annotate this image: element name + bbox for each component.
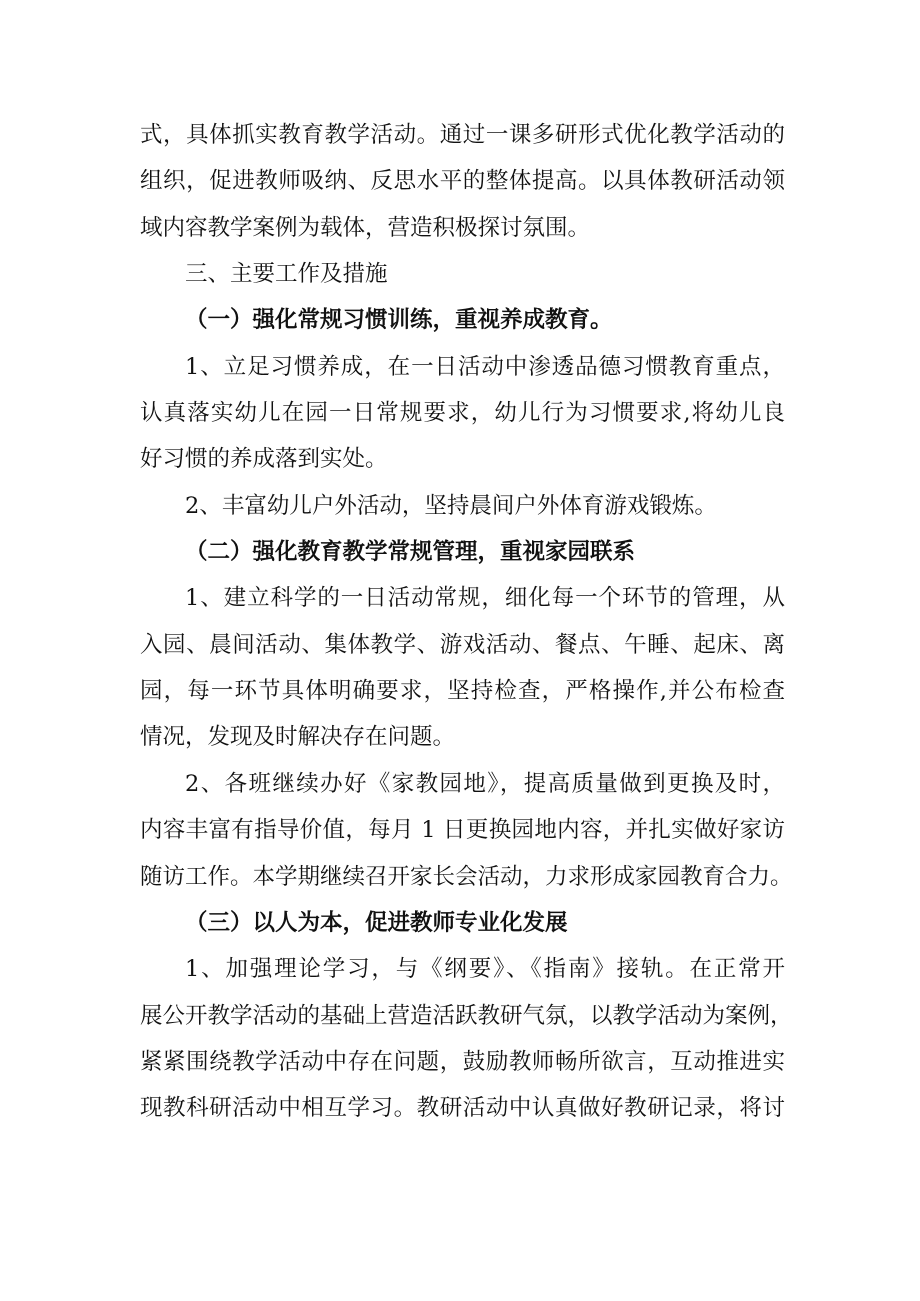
subheading-habit-training: （一）强化常规习惯训练，重视养成教育。: [185, 307, 613, 334]
paragraph-line: 展公开教学活动的基础上营造活跃教研气氛，以教学活动为案例，: [140, 1002, 793, 1029]
paragraph-line: 2、各班继续办好《家教园地》，提高质量做到更换及时，: [185, 770, 785, 797]
subheading-teacher-development: （三）以人为本，促进教师专业化发展: [185, 909, 568, 936]
subheading-teaching-management: （二）强化教育教学常规管理，重视家园联系: [185, 539, 636, 566]
paragraph-line: 紧紧围绕教学活动中存在问题，鼓励教师畅所欲言，互动推进实: [140, 1048, 785, 1075]
paragraph-line: 2、丰富幼儿户外活动，坚持晨间户外体育游戏锻炼。: [185, 492, 717, 519]
paragraph-line: 式，具体抓实教育教学活动。通过一课多研形式优化教学活动的: [140, 122, 785, 148]
paragraph-line: 认真落实幼儿在园一日常规要求，幼儿行为习惯要求,将幼儿良: [140, 400, 785, 427]
section-heading-main-work: 三、主要工作及措施: [185, 261, 388, 288]
paragraph-line: 随访工作。本学期继续召开家长会活动，力求形成家园教育合力。: [140, 863, 793, 890]
paragraph-line: 1、建立科学的一日活动常规，细化每一个环节的管理，从: [185, 585, 785, 612]
paragraph-line: 1、加强理论学习，与《纲要》、《指南》接轨。在正常开: [185, 956, 785, 983]
paragraph-line: 好习惯的养成落到实处。: [140, 446, 388, 473]
paragraph-line: 1、立足习惯养成，在一日活动中渗透品德习惯教育重点，: [185, 353, 785, 380]
paragraph-line: 内容丰富有指导价值，每月 1 日更换园地内容，并扎实做好家访: [140, 817, 785, 844]
document-body: [140, 112, 793, 1132]
paragraph-line: 域内容教学案例为载体，营造积极探讨氛围。: [140, 214, 591, 241]
paragraph-line: 园，每一环节具体明确要求，坚持检查，严格操作,并公布检查: [140, 678, 785, 705]
paragraph-line: 组织，促进教师吸纳、反思水平的整体提高。以具体教研活动领: [140, 168, 785, 195]
paragraph-line: 入园、晨间活动、集体教学、游戏活动、餐点、午睡、起床、离: [140, 631, 785, 658]
paragraph-line: 现教科研活动中相互学习。教研活动中认真做好教研记录，将讨: [140, 1095, 785, 1122]
paragraph-line: 情况，发现及时解决存在问题。: [140, 724, 456, 751]
